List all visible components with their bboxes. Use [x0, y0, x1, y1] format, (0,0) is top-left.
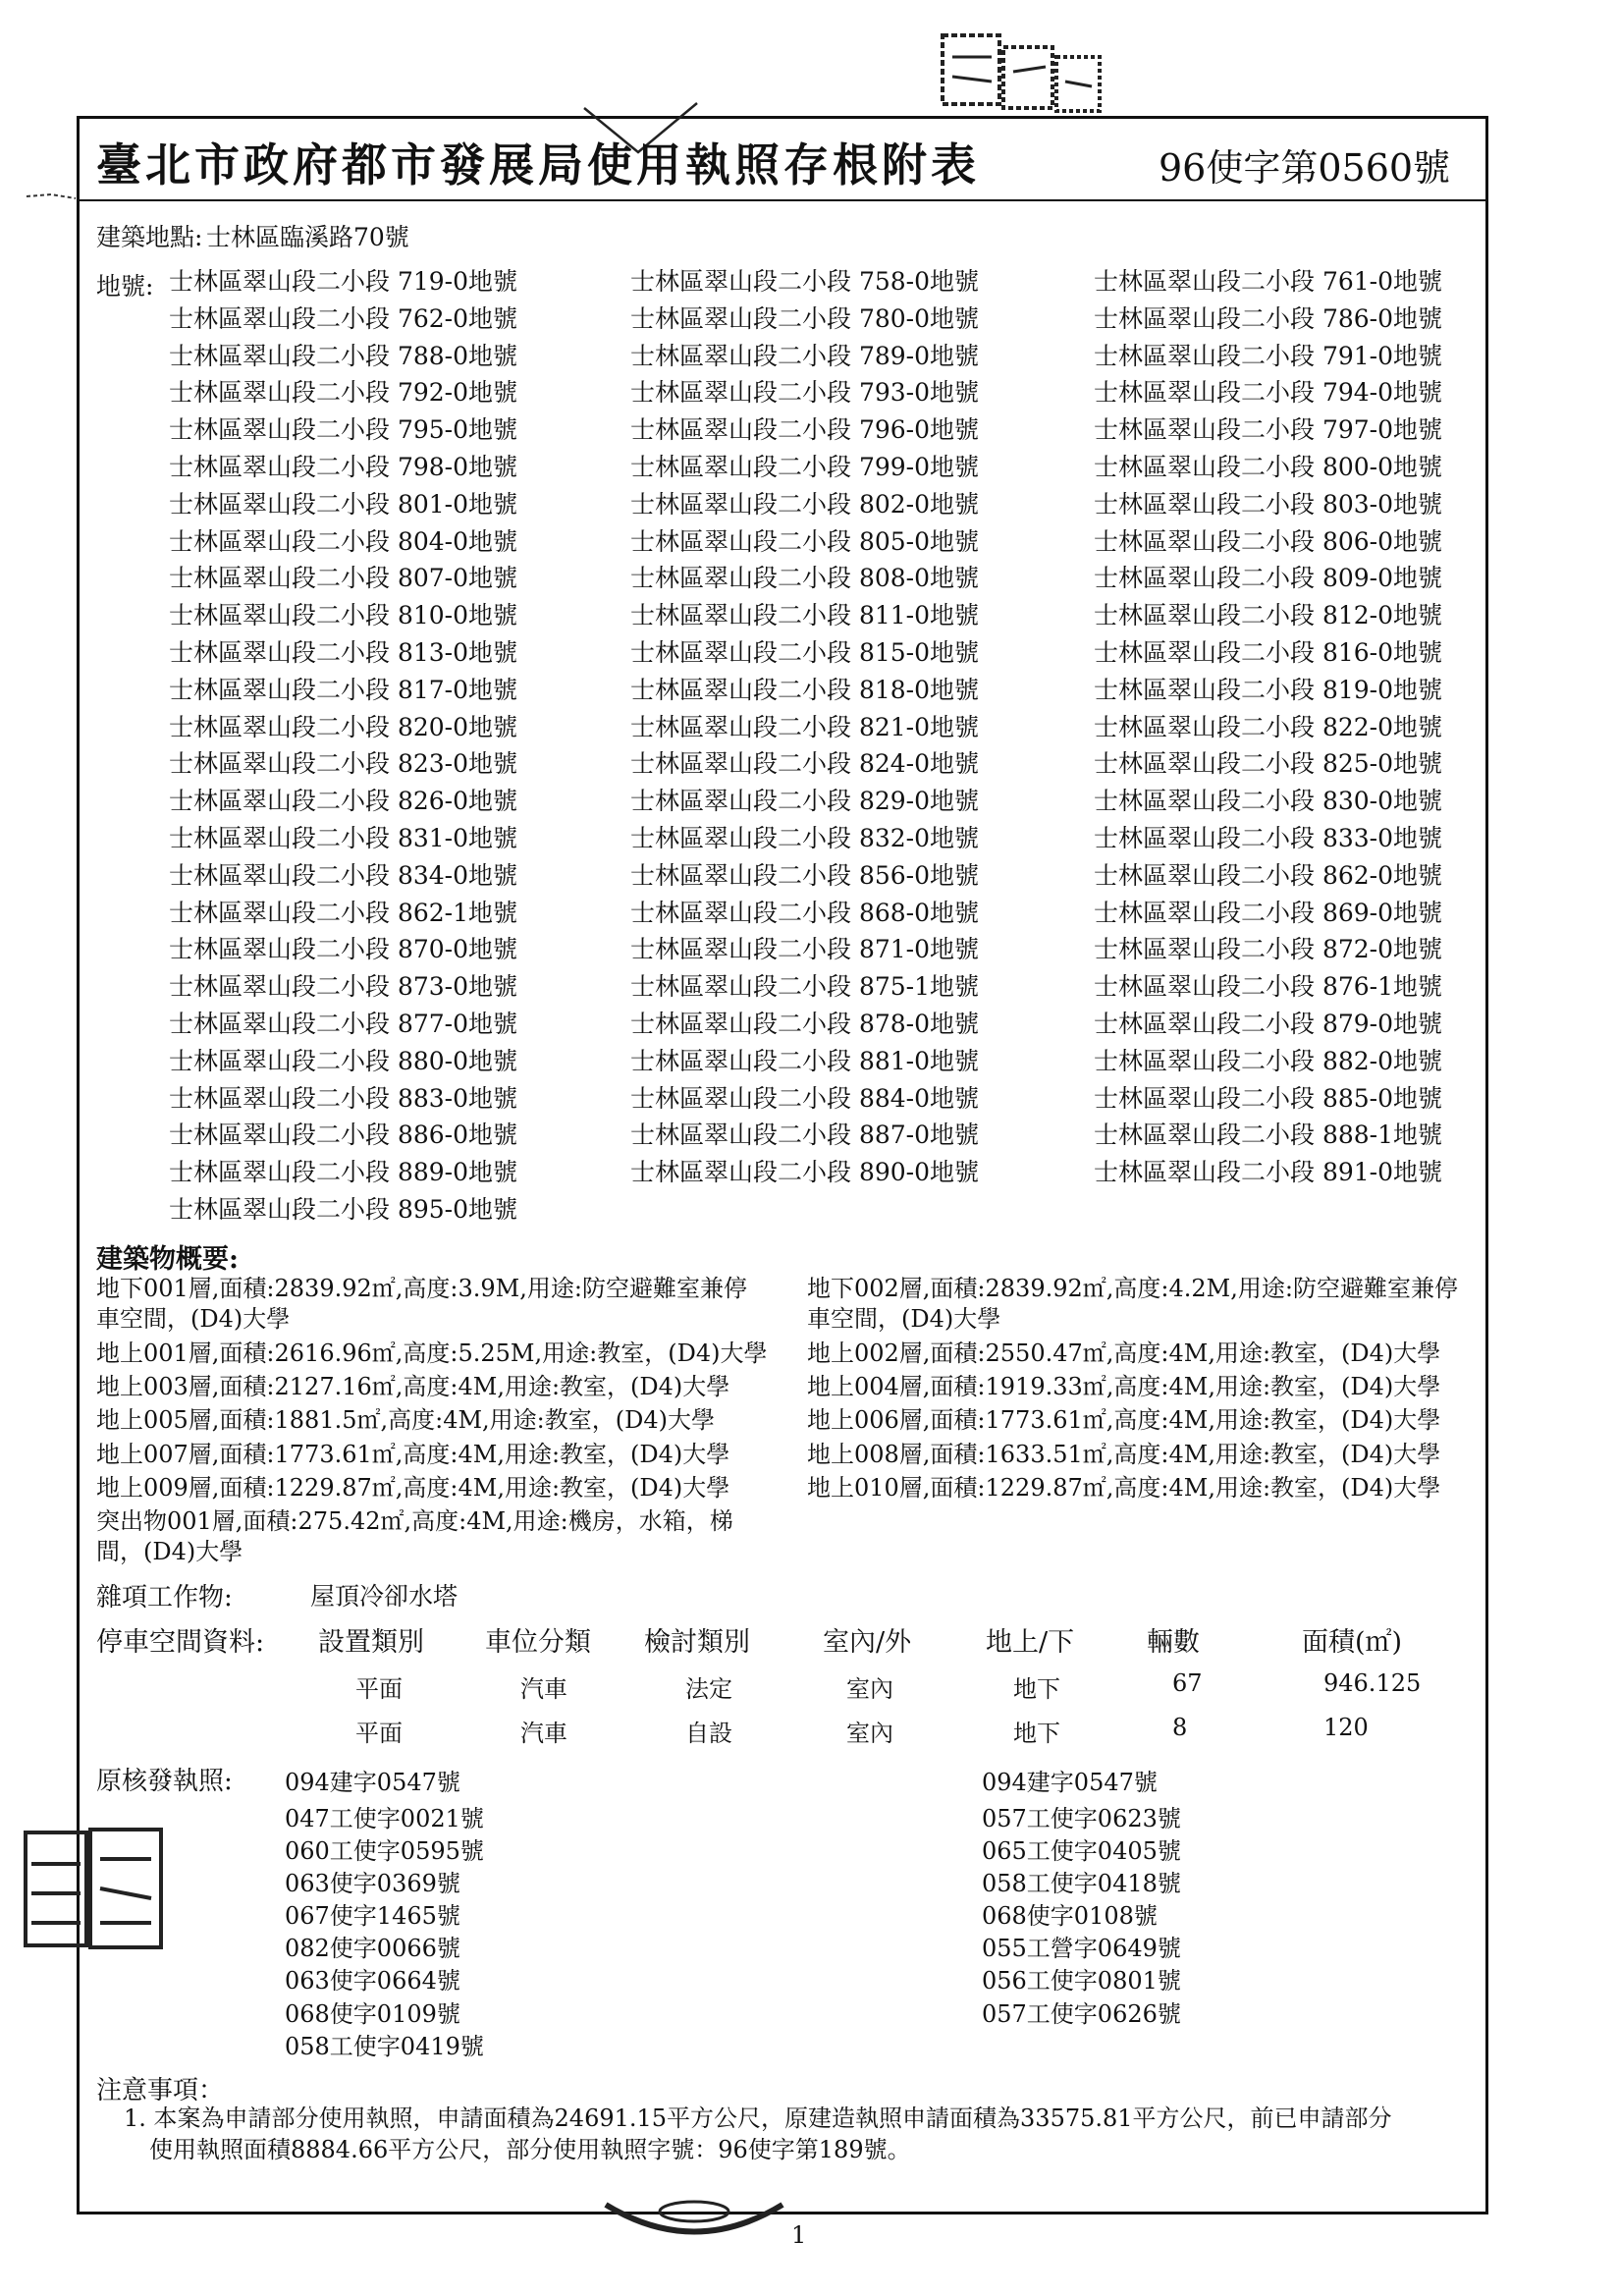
lot-item: 士林區翠山段二小段 817-0地號 [169, 675, 518, 704]
building-floor-line: 車空間，(D4)大學 [807, 1305, 1001, 1333]
lot-item: 士林區翠山段二小段 816-0地號 [1094, 638, 1443, 667]
building-floor-line: 地上005層,面積:1881.5㎡,高度:4M,用途:教室，(D4)大學 [96, 1406, 716, 1434]
license-number: 057工使字0626號 [982, 2000, 1181, 2028]
license-number: 060工使字0595號 [285, 1837, 484, 1865]
parking-cell: 8 [1172, 1714, 1188, 1741]
parking-cell: 地下 [1013, 1675, 1060, 1703]
license-number: 047工使字0021號 [285, 1805, 484, 1832]
lot-item: 士林區翠山段二小段 758-0地號 [630, 267, 980, 296]
lot-item: 士林區翠山段二小段 813-0地號 [169, 638, 518, 667]
lot-item: 士林區翠山段二小段 856-0地號 [630, 860, 980, 890]
parking-column-header: 地上/下 [986, 1627, 1075, 1658]
lot-item: 士林區翠山段二小段 826-0地號 [169, 787, 518, 816]
lot-item: 士林區翠山段二小段 824-0地號 [630, 749, 980, 779]
lot-item: 士林區翠山段二小段 891-0地號 [1094, 1158, 1443, 1187]
lot-item: 士林區翠山段二小段 805-0地號 [630, 526, 980, 556]
parking-column-header: 室內/外 [823, 1627, 912, 1658]
lot-item: 士林區翠山段二小段 888-1地號 [1094, 1121, 1443, 1150]
lot-item: 士林區翠山段二小段 875-1地號 [630, 972, 980, 1002]
building-floor-line: 地下001層,面積:2839.92㎡,高度:3.9M,用途:防空避難室兼停 [96, 1275, 747, 1302]
building-floor-line: 地上010層,面積:1229.87㎡,高度:4M,用途:教室，(D4)大學 [807, 1474, 1441, 1502]
note-line-1: 1. 本案為申請部分使用執照，申請面積為24691.15平方公尺，原建造執照申請面積為33575.81平方公尺，前已申請部分 [124, 2105, 1392, 2132]
lot-item: 士林區翠山段二小段 793-0地號 [630, 378, 980, 408]
lot-item: 士林區翠山段二小段 825-0地號 [1094, 749, 1443, 779]
parking-cell: 室內 [846, 1720, 893, 1747]
misc-works-label: 雜項工作物: [96, 1583, 233, 1613]
lot-item: 士林區翠山段二小段 821-0地號 [630, 712, 980, 741]
lot-item: 士林區翠山段二小段 798-0地號 [169, 453, 518, 481]
lot-item: 士林區翠山段二小段 884-0地號 [630, 1083, 980, 1113]
license-number: 094建字0547號 [982, 1769, 1158, 1796]
lot-item: 士林區翠山段二小段 877-0地號 [169, 1010, 518, 1038]
lot-item: 士林區翠山段二小段 868-0地號 [630, 898, 980, 927]
lot-item: 士林區翠山段二小段 788-0地號 [169, 341, 518, 370]
lots-label: 地號: [96, 272, 154, 301]
parking-cell: 67 [1172, 1669, 1203, 1697]
lot-item: 士林區翠山段二小段 797-0地號 [1094, 415, 1443, 445]
lot-item: 士林區翠山段二小段 822-0地號 [1094, 712, 1443, 741]
lot-item: 士林區翠山段二小段 818-0地號 [630, 675, 980, 704]
lot-item: 士林區翠山段二小段 870-0地號 [169, 935, 518, 964]
lot-item: 士林區翠山段二小段 885-0地號 [1094, 1083, 1443, 1113]
parking-cell: 自設 [685, 1720, 732, 1747]
lot-item: 士林區翠山段二小段 878-0地號 [630, 1010, 980, 1038]
side-seal-stamp-icon [22, 1825, 169, 1952]
parking-cell: 120 [1323, 1714, 1369, 1741]
lot-item: 士林區翠山段二小段 792-0地號 [169, 378, 518, 408]
parking-cell: 平面 [355, 1675, 403, 1703]
lot-item: 士林區翠山段二小段 879-0地號 [1094, 1010, 1443, 1038]
lot-item: 士林區翠山段二小段 882-0地號 [1094, 1046, 1443, 1075]
parking-cell: 平面 [355, 1720, 403, 1747]
lot-item: 士林區翠山段二小段 811-0地號 [630, 601, 980, 630]
lot-item: 士林區翠山段二小段 823-0地號 [169, 749, 518, 779]
frame-top-border [77, 116, 1488, 119]
lot-item: 士林區翠山段二小段 876-1地號 [1094, 972, 1443, 1002]
lot-item: 士林區翠山段二小段 890-0地號 [630, 1158, 980, 1187]
parking-cell: 法定 [685, 1675, 732, 1703]
lot-item: 士林區翠山段二小段 807-0地號 [169, 564, 518, 593]
building-floor-line: 突出物001層,面積:275.42㎡,高度:4M,用途:機房，水箱，梯 [96, 1507, 733, 1535]
license-number: 082使字0066號 [285, 1935, 460, 1962]
frame-right-border [1485, 116, 1488, 2213]
title-divider [77, 199, 1488, 201]
misc-works-value: 屋頂冷卻水塔 [310, 1582, 458, 1611]
lot-item: 士林區翠山段二小段 819-0地號 [1094, 675, 1443, 704]
lot-item: 士林區翠山段二小段 794-0地號 [1094, 378, 1443, 408]
license-number: 057工使字0623號 [982, 1805, 1181, 1832]
lot-item: 士林區翠山段二小段 829-0地號 [630, 787, 980, 816]
parking-column-header: 設置類別 [318, 1627, 424, 1658]
license-number: 067使字1465號 [285, 1902, 460, 1930]
lot-item: 士林區翠山段二小段 815-0地號 [630, 638, 980, 667]
building-floor-line: 車空間，(D4)大學 [96, 1305, 291, 1333]
lot-item: 士林區翠山段二小段 832-0地號 [630, 824, 980, 852]
lot-item: 士林區翠山段二小段 796-0地號 [630, 415, 980, 445]
license-number: 055工營字0649號 [982, 1935, 1181, 1962]
lot-item: 士林區翠山段二小段 761-0地號 [1094, 267, 1443, 296]
original-licenses-label: 原核發執照: [96, 1767, 233, 1796]
lot-item: 士林區翠山段二小段 830-0地號 [1094, 787, 1443, 816]
parking-column-header: 面積(㎡) [1302, 1627, 1403, 1658]
building-floor-line: 地上003層,面積:2127.16㎡,高度:4M,用途:教室，(D4)大學 [96, 1373, 730, 1400]
lot-item: 士林區翠山段二小段 895-0地號 [169, 1195, 518, 1224]
edge-mark-icon [22, 177, 81, 216]
lot-item: 士林區翠山段二小段 719-0地號 [169, 267, 518, 296]
lot-item: 士林區翠山段二小段 873-0地號 [169, 972, 518, 1002]
license-number: 068使字0109號 [285, 2000, 460, 2028]
lot-item: 士林區翠山段二小段 786-0地號 [1094, 303, 1443, 333]
bottom-seal-stamp-icon [601, 2200, 787, 2244]
lot-item: 士林區翠山段二小段 762-0地號 [169, 303, 518, 333]
lot-item: 士林區翠山段二小段 889-0地號 [169, 1158, 518, 1187]
page-title: 臺北市政府都市發展局使用執照存根附表 [96, 138, 980, 191]
parking-column-header: 檢討類別 [644, 1627, 750, 1658]
license-number: 058工使字0419號 [285, 2033, 484, 2060]
license-number: 056工使字0801號 [982, 1967, 1181, 1995]
lot-item: 士林區翠山段二小段 789-0地號 [630, 341, 980, 370]
page-number: 1 [791, 2221, 807, 2249]
site-address: 士林區臨溪路70號 [206, 223, 409, 251]
building-floor-line: 地上004層,面積:1919.33㎡,高度:4M,用途:教室，(D4)大學 [807, 1373, 1441, 1400]
lot-item: 士林區翠山段二小段 795-0地號 [169, 415, 518, 445]
lot-item: 士林區翠山段二小段 780-0地號 [630, 303, 980, 333]
building-floor-line: 間，(D4)大學 [96, 1538, 243, 1565]
lot-item: 士林區翠山段二小段 791-0地號 [1094, 341, 1443, 370]
building-floor-line: 地上007層,面積:1773.61㎡,高度:4M,用途:教室，(D4)大學 [96, 1441, 730, 1468]
parking-cell: 946.125 [1323, 1669, 1422, 1697]
parking-label: 停車空間資料: [96, 1627, 265, 1658]
lot-item: 士林區翠山段二小段 872-0地號 [1094, 935, 1443, 964]
lot-item: 士林區翠山段二小段 862-0地號 [1094, 860, 1443, 890]
lot-item: 士林區翠山段二小段 800-0地號 [1094, 453, 1443, 481]
parking-cell: 汽車 [520, 1720, 567, 1747]
building-floor-line: 地上002層,面積:2550.47㎡,高度:4M,用途:教室，(D4)大學 [807, 1339, 1441, 1367]
parking-cell: 室內 [846, 1675, 893, 1703]
lot-item: 士林區翠山段二小段 881-0地號 [630, 1046, 980, 1075]
lot-item: 士林區翠山段二小段 808-0地號 [630, 564, 980, 593]
lot-item: 士林區翠山段二小段 809-0地號 [1094, 564, 1443, 593]
lot-item: 士林區翠山段二小段 887-0地號 [630, 1121, 980, 1150]
license-number: 058工使字0418號 [982, 1870, 1181, 1897]
parking-cell: 地下 [1013, 1720, 1060, 1747]
lot-item: 士林區翠山段二小段 802-0地號 [630, 489, 980, 519]
lot-item: 士林區翠山段二小段 803-0地號 [1094, 489, 1443, 519]
lot-item: 士林區翠山段二小段 806-0地號 [1094, 526, 1443, 556]
notes-heading: 注意事項： [96, 2076, 225, 2105]
site-label: 建築地點: [96, 223, 203, 251]
lot-item: 士林區翠山段二小段 820-0地號 [169, 712, 518, 741]
license-number: 063使字0664號 [285, 1967, 460, 1995]
permit-number: 96使字第0560號 [1159, 146, 1451, 190]
lot-item: 士林區翠山段二小段 834-0地號 [169, 860, 518, 890]
building-floor-line: 地下002層,面積:2839.92㎡,高度:4.2M,用途:防空避難室兼停 [807, 1275, 1458, 1302]
license-number: 063使字0369號 [285, 1870, 460, 1897]
lot-item: 士林區翠山段二小段 831-0地號 [169, 824, 518, 852]
note-line-2: 使用執照面積8884.66平方公尺，部分使用執照字號：96使字第189號。 [149, 2136, 911, 2163]
license-number: 094建字0547號 [285, 1769, 460, 1796]
lot-item: 士林區翠山段二小段 880-0地號 [169, 1046, 518, 1075]
lot-item: 士林區翠山段二小段 833-0地號 [1094, 824, 1443, 852]
lot-item: 士林區翠山段二小段 883-0地號 [169, 1083, 518, 1113]
building-floor-line: 地上009層,面積:1229.87㎡,高度:4M,用途:教室，(D4)大學 [96, 1474, 730, 1502]
lot-item: 士林區翠山段二小段 801-0地號 [169, 489, 518, 519]
lot-item: 士林區翠山段二小段 871-0地號 [630, 935, 980, 964]
license-number: 065工使字0405號 [982, 1837, 1181, 1865]
building-summary-heading: 建築物概要: [96, 1244, 239, 1275]
lot-item: 士林區翠山段二小段 862-1地號 [169, 898, 518, 927]
seal-stamp-icon [933, 27, 1109, 121]
lot-item: 士林區翠山段二小段 812-0地號 [1094, 601, 1443, 630]
lot-item: 士林區翠山段二小段 810-0地號 [169, 601, 518, 630]
lot-item: 士林區翠山段二小段 869-0地號 [1094, 898, 1443, 927]
building-floor-line: 地上006層,面積:1773.61㎡,高度:4M,用途:教室，(D4)大學 [807, 1406, 1441, 1434]
building-floor-line: 地上008層,面積:1633.51㎡,高度:4M,用途:教室，(D4)大學 [807, 1441, 1441, 1468]
lot-item: 士林區翠山段二小段 886-0地號 [169, 1121, 518, 1150]
lot-item: 士林區翠山段二小段 799-0地號 [630, 453, 980, 481]
parking-column-header: 車位分類 [485, 1627, 591, 1658]
parking-cell: 汽車 [520, 1675, 567, 1703]
lot-item: 士林區翠山段二小段 804-0地號 [169, 526, 518, 556]
building-floor-line: 地上001層,面積:2616.96㎡,高度:5.25M,用途:教室，(D4)大學 [96, 1339, 768, 1367]
license-number: 068使字0108號 [982, 1902, 1158, 1930]
parking-column-header: 輛數 [1147, 1627, 1200, 1658]
